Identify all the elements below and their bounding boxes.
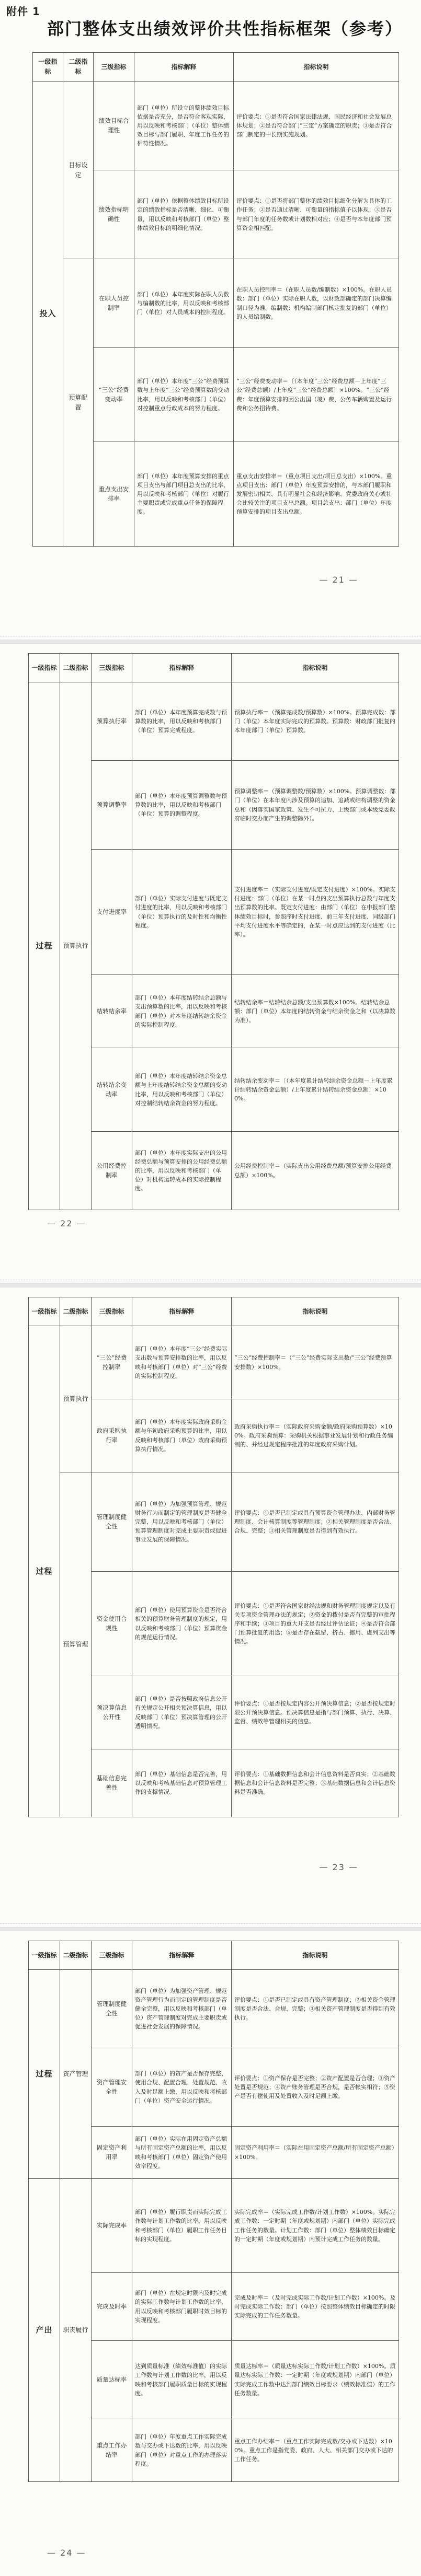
- explanation-cell: 部门（单位）本年度实际政府采购金额与年初政府采购预算的比率，用以反映和考核部门（单位）政府采购预算执行情况。: [132, 1399, 232, 1472]
- description-cell: 评价要点：①是否已制定或具有资产管理制度；②相关资金管理制度是否合法、合规、完整；③相关资产管理制度是否得到有效执行。: [232, 1970, 399, 2048]
- level3-cell: “三公”经费变动率: [94, 348, 134, 442]
- indicator-table-page-3: [28, 1297, 399, 1817]
- description-cell: 实际完成率＝（实际完成工作数/计划工作数）×100%。实际完成工作数：一定时期（年度或规划期）内部门（单位）实际完成工作任务的数量。计划工作数：部门（单位）整体绩效目标确定的一定时期（年度或规划期）内预计完成工作任务的数量。: [232, 2179, 399, 2273]
- page-divider: [0, 1923, 421, 1924]
- table-header-row: [33, 53, 399, 82]
- header-level2: 二级指标: [60, 1297, 92, 1326]
- level3-cell: 重点支出安排率: [94, 442, 134, 547]
- description-cell: “三公”经费变动率＝〔（本年度“三公”经费总额－上年度“三公”经费总额）/上年度“三公”经费总额〕×100%。“三公”经费：年度预算安排的因公出国（境）费、公务车辆购置及运行费和公务招待费。: [234, 348, 399, 442]
- description-cell: 政府采购执行率＝（实际政府采购金额/政府采购预算数）×100%。政府采购预算：采购机关根据事业发展计划和行政任务编制的、并经过规定程序批准的年度政府采购计划。: [232, 1399, 399, 1472]
- table-row: [33, 259, 399, 348]
- document-title: 部门整体支出绩效评价共性指标框架（参考）: [47, 19, 403, 39]
- level3-cell: 在职人员控制率: [94, 259, 134, 348]
- description-cell: 评价要点：①是否将部门整体的绩效目标细化分解为具体的工作任务；②是否通过清晰、可衡量的指标值予以体现；③是否与部门年度的任务数或计划数相对应；④是否与本年度部门预算资金相匹配。: [234, 170, 399, 259]
- header-level1: 一级指标: [29, 654, 60, 682]
- level3-cell: 预算执行率: [92, 682, 132, 761]
- table-row: [29, 1970, 399, 2048]
- explanation-cell: 部门（单位）在规定时限内及时完成的实际工作数与计划工作数的比率，用以反映和考核部门履职时效目标的实现程度。: [132, 2273, 232, 2341]
- header-level3: 三级指标: [92, 654, 132, 682]
- description-cell: 评价要点：①资产保存是否完整；②资产配置是否合理；③资产处置是否规范；④资产账务管理是否合规，是否帐实相符；⑤资产是否有偿使用及处置收入及时足额上缴。: [232, 2048, 399, 2127]
- level1-cell: 过程: [29, 682, 60, 1210]
- level3-cell: 完成及时率: [92, 2273, 132, 2341]
- document-page-1: [0, 0, 421, 640]
- explanation-cell: 部门（单位）本年度结转结余资金总额与上年度结转结余资金总额的变动比率，用以反映和考核部门（单位）对控制结转结余资金的努力程度。: [132, 1048, 232, 1132]
- header-explanation: 指标解释: [134, 53, 234, 82]
- explanation-cell: 部门（单位）依据整体绩效目标所设定的绩效指标是否清晰、细化、可衡量，用以反映和考核部门（单位）整体绩效目标的明细化情况。: [134, 170, 234, 259]
- explanation-cell: 部门（单位）实际在用固定资产总额与所有固定资产总额的比率，用以反映和考核部门（单位）固定资产使用效率程度。: [132, 2127, 232, 2179]
- level3-cell: 重点工作办结率: [92, 2419, 132, 2482]
- description-cell: 质量达标率＝（质量达标实际工作数/计划工作数）×100%。质量达标实际工作数：一定时期（年度或规划期）内部门（单位）实际完成工作数中达到部门绩效目标要求（绩效标准值）的工作任务数量。: [232, 2341, 399, 2419]
- header-description: 指标说明: [232, 1941, 399, 1970]
- indicator-table-page-4: [28, 1941, 399, 2482]
- level2-cell: 职责履行: [60, 2179, 92, 2482]
- level3-cell: 资金使用合规性: [92, 1572, 132, 1676]
- description-cell: 完成及时率＝（及时完成实际工作数/计划工作数）×100%。及时完成实际工作数：部门（单位）按照整体绩效目标确定的时限实际完成的工作任务数量。: [232, 2273, 399, 2341]
- explanation-cell: 部门（单位）的资产是否保存完整、使用合规、配置合理、处置规范、收入及时足额上缴，用以反映和考核部门（单位）资产安全运行情况。: [132, 2048, 232, 2127]
- explanation-cell: 部门（单位）是否按照政府信息公开有关规定公开相关预决算信息，用以反映部门（单位）预决算管理的公开透明情况。: [132, 1676, 232, 1749]
- header-level2: 二级指标: [63, 53, 94, 82]
- table-row: [33, 82, 399, 170]
- explanation-cell: 部门（单位）本年度预算调整数与预算数的比率，用以反映和考核部门（单位）预算的调整程度。: [132, 761, 232, 850]
- indicator-table-page-1: [32, 52, 399, 547]
- header-description: 指标说明: [232, 1297, 399, 1326]
- explanation-cell: 部门（单位）为加强预算管理、规范财务行为而制定的管理制度是否健全完整，用以反映和考核部门（单位）预算管理制度对完成主要职责或促进事业发展的保障情况。: [132, 1472, 232, 1572]
- level3-cell: 实际完成率: [92, 2179, 132, 2273]
- description-cell: 评价要点：①是否符合国家法律法规、国民经济和社会发展总体规划；②是否符合部门“三定”方案确定的职责；③是否符合部门制定的中长期实施规划。: [234, 82, 399, 170]
- description-cell: 预算调整率＝（预算调整数/预算数）×100%。预算调整数：部门（单位）在本年度内涉及预算的追加、追减或结构调整的资金总和（因落实国家政策、发生不可抗力、上级部门或本级党委政府临时交办而产生的调整除外）。: [232, 761, 399, 850]
- level1-cell: 过程: [29, 1970, 60, 2179]
- explanation-cell: 部门（单位）为加强资产管理、规范资产管理行为而制定的管理制度是否健全完整，用以反映和考核部门（单位）资产管理制度对完成主要职责或促进社会发展的保障情况。: [132, 1970, 232, 2048]
- level3-cell: 绩效指标明确性: [94, 170, 134, 259]
- level2-cell: 预算配置: [63, 259, 94, 547]
- header-description: 指标说明: [234, 53, 399, 82]
- explanation-cell: 部门（单位）本年度结转结余总额与支出预算数的比率，用以反映和考核部门（单位）对本年度结转结余资金的实际控制程度。: [132, 975, 232, 1048]
- table-header-row: [29, 654, 399, 682]
- table-row: [29, 2179, 399, 2273]
- level3-cell: 质量达标率: [92, 2341, 132, 2419]
- page-number: — 23 —: [319, 1862, 358, 1872]
- header-explanation: 指标解释: [132, 1941, 232, 1970]
- page-number: — 21 —: [319, 575, 358, 585]
- header-explanation: 指标解释: [132, 654, 232, 682]
- description-cell: “三公”经费控制率＝（“三公”经费实际支出数/“三公”经费预算安排数）×100%。: [232, 1326, 399, 1399]
- description-cell: 重点支出安排率＝（重点项目支出/项目总支出）×100%。重点项目支出：部门（单位）年度预算安排的，与本部门履职和发展密切相关、具有明显社会和经济影响、党委政府关心或社会比较关注的项目支出总额。项目总支出：部门（单位）年度预算安排的项目支出总额。: [234, 442, 399, 547]
- level3-cell: 管理制度健全性: [92, 1970, 132, 2048]
- description-cell: 结转结余变动率＝〔（本年度累计结转结余资金总额－上年度累计结转结余资金总额）/上年度累计结转结余资金总额〕×100%。: [232, 1048, 399, 1132]
- explanation-cell: 部门（单位）实际支付进度与既定支付进度的比率，用以反映和考核部门（单位）预算执行的及时性和均衡性程度。: [132, 850, 232, 975]
- explanation-cell: 部门（单位）本年度预算安排的重点项目支出与部门项目总支出的比率，用以反映和考核部门（单位）对履行主要职责或完成重点任务的保障程度。: [134, 442, 234, 547]
- explanation-cell: 部门（单位）本年度实际支出的公用经费总额与预算安排的公用经费总额的比率，用以反映和考核部门（单位）对机构运转成本的实际控制程度。: [132, 1132, 232, 1210]
- document-page-3: [0, 1287, 421, 1927]
- header-level1: 一级指标: [29, 1941, 60, 1970]
- level3-cell: 政府采购执行率: [92, 1399, 132, 1472]
- level3-cell: 管理制度健全性: [92, 1472, 132, 1572]
- description-cell: 固定资产利用率＝（实际在用固定资产总额/所有固定资产总额）×100%。: [232, 2127, 399, 2179]
- level3-cell: 资产管理安全性: [92, 2048, 132, 2127]
- header-level2: 二级指标: [60, 654, 92, 682]
- level2-cell: 资产管理: [60, 1970, 92, 2179]
- table-header-row: [29, 1297, 399, 1326]
- description-cell: 评价要点：①是否按规定内容公开预决算信息；②是否按规定时限公开预决算信息。预决算信息是指与部门预算、执行、决算、监督、绩效等管理相关的信息。: [232, 1676, 399, 1749]
- level1-cell: 过程: [29, 1326, 60, 1817]
- header-explanation: 指标解释: [132, 1297, 232, 1326]
- header-level3: 三级指标: [94, 53, 134, 82]
- level1-cell: 投入: [33, 82, 63, 547]
- level2-cell: 预算执行: [60, 1326, 92, 1472]
- level3-cell: 公用经费控制率: [92, 1132, 132, 1210]
- description-cell: 在职人员控制率＝（在职人员数/编制数）×100%。在职人员数：部门（单位）实际在职人数，以财政部确定的部门决算编制口径为准。编制数：机构编制部门核定批复的部门（单位）的人员编制数。: [234, 259, 399, 348]
- description-cell: 预算执行率＝（预算完成数/预算数）×100%。预算完成数：部门（单位）本年度实际完成的预算数。预算数：财政部门批复的本年度部门（单位）预算数。: [232, 682, 399, 761]
- level3-cell: 绩效目标合理性: [94, 82, 134, 170]
- indicator-table-page-2: [28, 653, 399, 1210]
- level2-cell: 目标设定: [63, 82, 94, 259]
- level3-cell: 结转结余率: [92, 975, 132, 1048]
- header-level1: 一级指标: [29, 1297, 60, 1326]
- description-cell: 结转结余率＝结转结余总额/支出预算数×100%。结转结余总额：部门（单位）本年度的结转资金与结余资金之和（以决算数为准）。: [232, 975, 399, 1048]
- explanation-cell: 部门（单位）使用预算资金是否符合相关的预算财务管理制度的规定，用以反映和考核部门（单位）预算资金的规范运行情况。: [132, 1572, 232, 1676]
- explanation-cell: 部门（单位）本年度“三公”经费实际支出数与预算安排数的比率，用以反映和考核部门（单位）对“三公”经费的实际控制程度。: [132, 1326, 232, 1399]
- header-description: 指标说明: [232, 654, 399, 682]
- description-cell: 评价要点：①基础数据信息和会计信息资料是否真实；②基础数据信息和会计信息资料是否完整；③基础数据信息和会计信息资料是否准确。: [232, 1749, 399, 1817]
- level2-cell: 预算管理: [60, 1472, 92, 1817]
- header-level1: 一级指标: [33, 53, 63, 82]
- header-level3: 三级指标: [92, 1297, 132, 1326]
- description-cell: 支付进度率＝（实际支付进度/既定支付进度）×100%。实际支付进度：部门（单位）在某一时点的支出预算执行总数与年度支出预算数的比率。既定支付进度：由部门（单位）在申报部门整体绩效目标时，参照序时支付进度、前三年支付进度、同级部门平均支付进度水平等确定的，在某一时点应达到的支付进度（比率）。: [232, 850, 399, 975]
- explanation-cell: 部门（单位）本年度“三公”经费预算数与上年度“三公”经费预算数的变动比率，用以反映和考核部门（单位）对控制重点行政成本的努力程度。: [134, 348, 234, 442]
- level3-cell: 结转结余变动率: [92, 1048, 132, 1132]
- explanation-cell: 部门（单位）基础信息是否完善，用以反映和考核基础信息对预算管理工作的支撑情况。: [132, 1749, 232, 1817]
- level3-cell: 基础信息完善性: [92, 1749, 132, 1817]
- table-row: [29, 682, 399, 761]
- header-level2: 二级指标: [60, 1941, 92, 1970]
- description-cell: 重点工作办结率＝（重点工作实际完成数/交办或下达数）×100%。重点工作是指党委、政府、人大、相关部门交办或下达的工作任务。: [232, 2419, 399, 2482]
- level3-cell: “三公”经费控制率: [92, 1326, 132, 1399]
- description-cell: 评价要点：①是否已制定或具有预算资金管理办法、内部财务管理制度、会计核算制度等管理制度；②相关管理制度是否合法、合规、完整；③相关管理制度是否得到有效执行。: [232, 1472, 399, 1572]
- level3-cell: 预算调整率: [92, 761, 132, 850]
- explanation-cell: 部门（单位）本年度预算完成数与预算数的比率，用以反映和考核部门（单位）预算完成程度。: [132, 682, 232, 761]
- level3-cell: 固定资产利用率: [92, 2127, 132, 2179]
- level3-cell: 预决算信息公开性: [92, 1676, 132, 1749]
- explanation-cell: 部门（单位）本年度实际在职人员数与编制数的比率，用以反映和考核部门（单位）对人员成本的控制程度。: [134, 259, 234, 348]
- explanation-cell: 达到质量标准（绩效标准值）的实际工作数与计划工作数的比率，用以反映和考核部门履职质量目标的实现程度。: [132, 2341, 232, 2419]
- level2-cell: 预算执行: [60, 682, 92, 1210]
- table-row: [29, 1326, 399, 1399]
- level3-cell: 支付进度率: [92, 850, 132, 975]
- description-cell: 评价要点：①是否符合国家财经法规和财务管理制度规定以及有关专项资金管理办法的规定；②资金的拨付是否有完整的审批程序和手续；③项目的重大开支是否经过评估论证；④是否符合部门预算批复的用途；⑤是否存在截留、挤占、挪用、虚列支出等情况。: [232, 1572, 399, 1676]
- description-cell: 公用经费控制率＝（实际支出公用经费总额/预算安排公用经费总额）×100%。: [232, 1132, 399, 1210]
- page-number: — 22 —: [47, 1219, 86, 1228]
- header-level3: 三级指标: [92, 1941, 132, 1970]
- annex-label: 附件 1: [6, 5, 40, 18]
- explanation-cell: 部门（单位）所设立的整体绩效目标依据是否充分，是否符合客观实际，用以反映和考核部门（单位）整体绩效目标与部门履职、年度工作任务的相符性情况。: [134, 82, 234, 170]
- level1-cell: 产出: [29, 2179, 60, 2482]
- table-row: [29, 1472, 399, 1572]
- explanation-cell: 部门（单位）年度重点工作实际完成数与交办或下达数的比率，用以反映部门（单位）对重点工作的办理落实程度。: [132, 2419, 232, 2482]
- table-header-row: [29, 1941, 399, 1970]
- document-page-4: [0, 1931, 421, 2576]
- page-number: — 24 —: [47, 2548, 86, 2558]
- explanation-cell: 部门（单位）履行职责而实际完成工作数与计划工作数的比率，用以反映和考核部门（单位）履职工作任务目标的实现程度。: [132, 2179, 232, 2273]
- document-page-2: [0, 644, 421, 1283]
